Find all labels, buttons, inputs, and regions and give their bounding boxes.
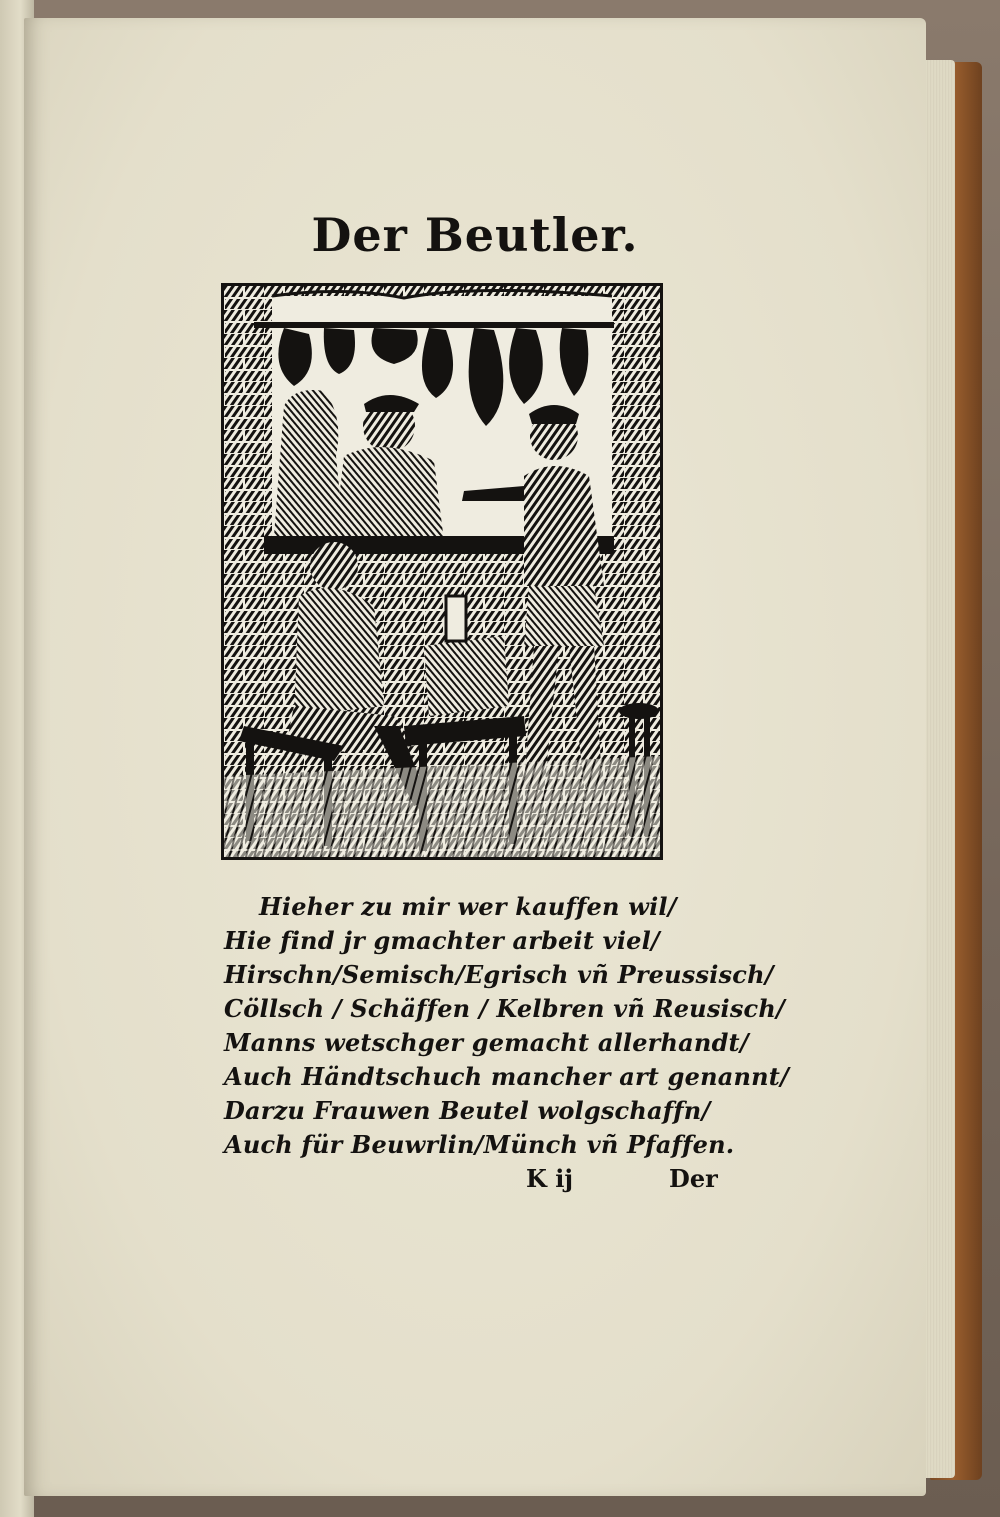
catchword: Der — [669, 1164, 718, 1193]
verse-line: Cöllsch / Schäffen / Kelbren vñ Reusisch/ — [224, 994, 785, 1023]
verse-line: Darzu Frauwen Beutel wolgschaffn/ — [224, 1096, 711, 1125]
page-title: Der Beutler. — [311, 208, 639, 262]
verse-block — [224, 890, 790, 1162]
woodcut-purse-maker-icon — [224, 286, 660, 857]
signature-mark: K ij — [526, 1164, 574, 1193]
verse-line: Auch Händtschuch mancher art genannt/ — [224, 1062, 790, 1091]
verse-line: Hirschn/Semisch/Egrisch vñ Preussisch/ — [224, 960, 774, 989]
verse-line: Manns wetschger gemacht allerhandt/ — [224, 1028, 749, 1057]
verse-line: Hie find jr gmachter arbeit viel/ — [224, 926, 660, 955]
verse-line: Auch für Beuwrlin/Münch vñ Pfaffen. — [224, 1130, 735, 1159]
verse-line: Hieher zu mir wer kauffen wil/ — [259, 892, 677, 921]
woodcut-illustration — [221, 283, 663, 860]
book-page — [24, 18, 926, 1496]
